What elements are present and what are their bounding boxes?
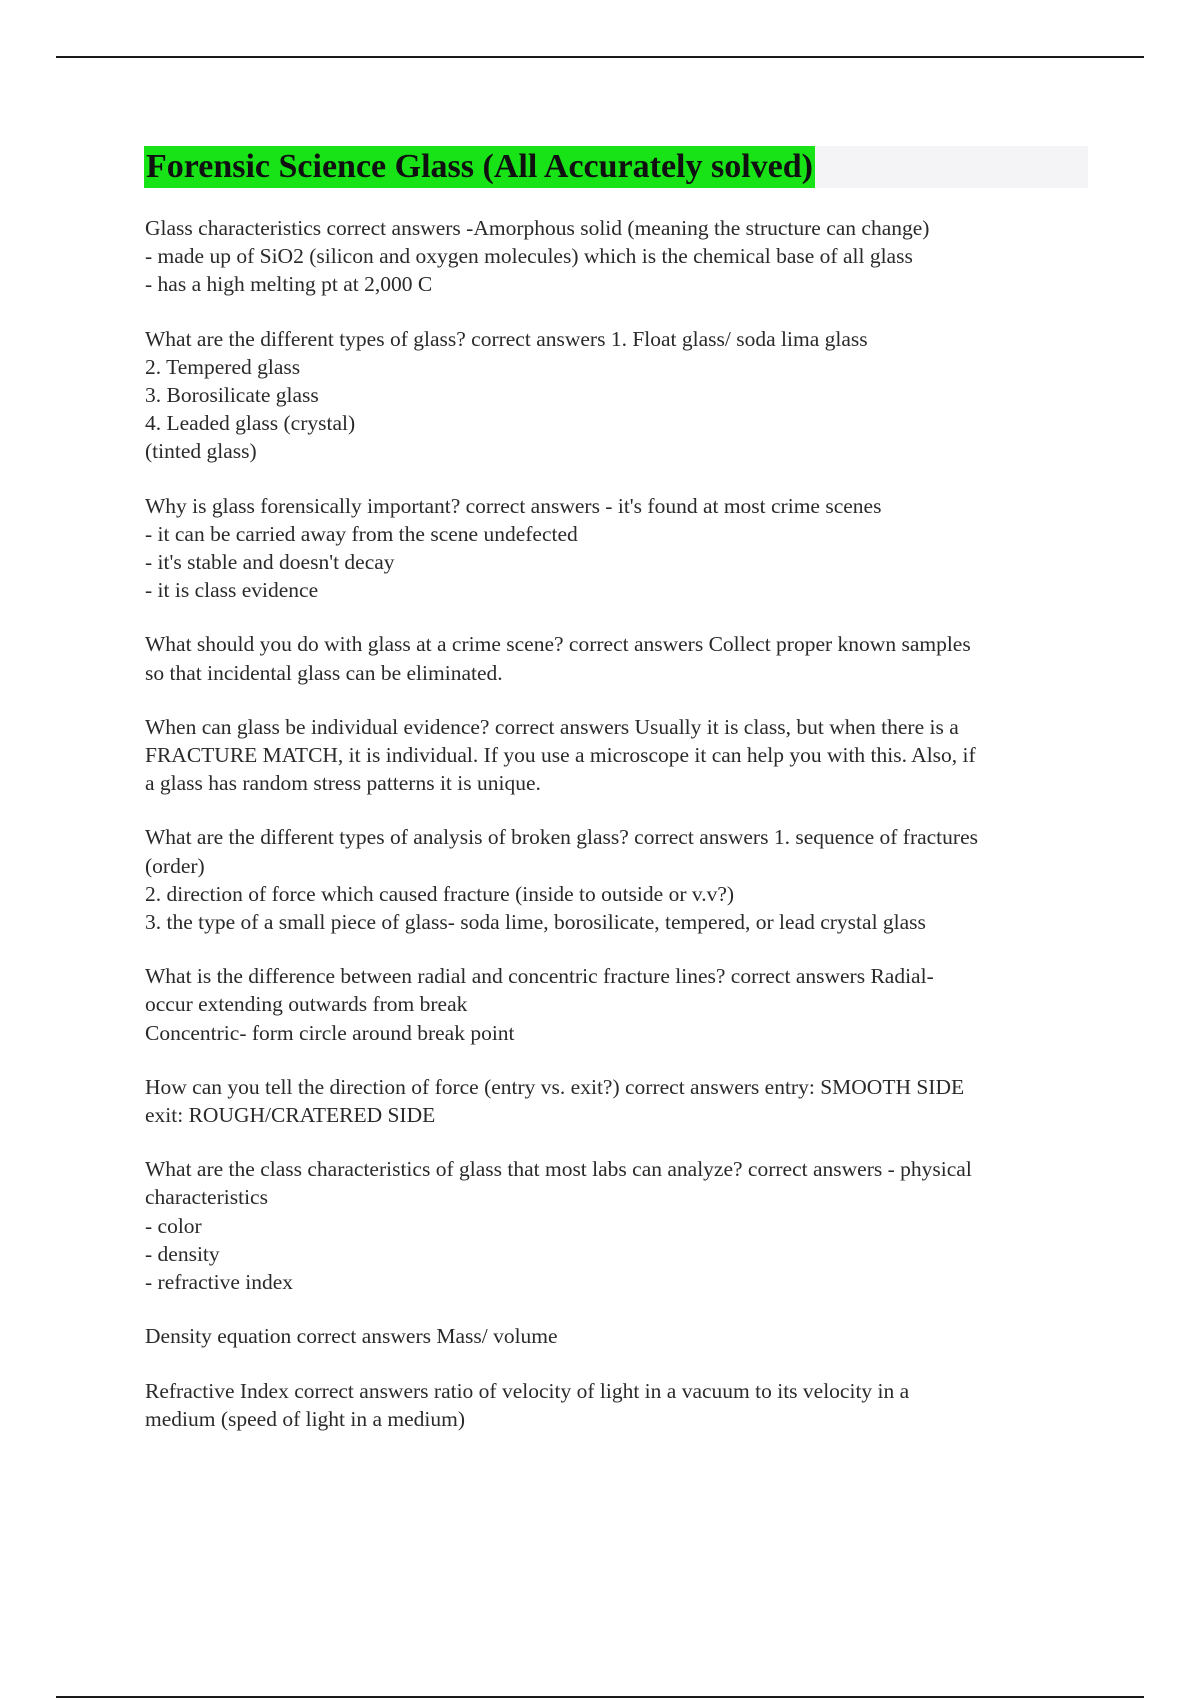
text-line: What are the different types of analysis of broken glass? correct answers 1. sequence of fractures bbox=[145, 825, 978, 850]
qa-entry bbox=[145, 492, 1095, 605]
text-line: Concentric- form circle around break point bbox=[145, 1020, 515, 1045]
text-line: Density equation correct answers Mass/ volume bbox=[145, 1324, 558, 1349]
text-line: What are the different types of glass? correct answers 1. Float glass/ soda lima glass bbox=[145, 326, 868, 351]
text-line: When can glass be individual evidence? correct answers Usually it is class, but when there is a bbox=[145, 714, 959, 739]
text-line: FRACTURE MATCH, it is individual. If you use a microscope it can help you with this. Also, if bbox=[145, 743, 976, 768]
qa-entry bbox=[145, 325, 1095, 466]
text-line: How can you tell the direction of force (entry vs. exit?) correct answers entry: SMOOTH SIDE bbox=[145, 1074, 965, 1099]
text-line: - density bbox=[145, 1241, 220, 1266]
text-line: characteristics bbox=[145, 1185, 268, 1210]
qa-entry bbox=[145, 962, 1095, 1047]
title-bar bbox=[144, 146, 1088, 188]
document-body bbox=[145, 214, 1095, 1459]
text-line: 2. direction of force which caused fracture (inside to outside or v.v?) bbox=[145, 881, 735, 906]
text-line: a glass has random stress patterns it is unique. bbox=[145, 771, 541, 796]
text-line: exit: ROUGH/CRATERED SIDE bbox=[145, 1103, 436, 1128]
text-line: - refractive index bbox=[145, 1270, 294, 1295]
text-line: - color bbox=[145, 1213, 202, 1238]
text-line: - it's stable and doesn't decay bbox=[145, 550, 395, 575]
text-line: Why is glass forensically important? correct answers - it's found at most crime scenes bbox=[145, 493, 882, 518]
text-line: What should you do with glass at a crime scene? correct answers Collect proper known samples bbox=[145, 632, 971, 657]
qa-entry bbox=[145, 1073, 1095, 1129]
qa-entry bbox=[145, 214, 1095, 299]
text-line: What is the difference between radial and concentric fracture lines? correct answers Radial- bbox=[145, 964, 934, 989]
text-line: - it can be carried away from the scene undefected bbox=[145, 521, 578, 546]
text-line: - made up of SiO2 (silicon and oxygen molecules) which is the chemical base of all glass bbox=[145, 244, 913, 269]
qa-entry bbox=[145, 1322, 1095, 1350]
text-line: Glass characteristics correct answers -Amorphous solid (meaning the structure can change) bbox=[145, 216, 930, 240]
document-title: Forensic Science Glass (All Accurately solved) bbox=[144, 146, 815, 188]
header-rule bbox=[56, 56, 1144, 58]
text-line: occur extending outwards from break bbox=[145, 992, 468, 1017]
qa-entry bbox=[145, 1155, 1095, 1296]
text-line: (order) bbox=[145, 853, 205, 878]
text-line: 3. the type of a small piece of glass- soda lime, borosilicate, tempered, or lead crystal glass bbox=[145, 910, 926, 935]
footer-rule bbox=[56, 1696, 1144, 1698]
text-line: What are the class characteristics of glass that most labs can analyze? correct answers - physical bbox=[145, 1157, 972, 1182]
text-line: so that incidental glass can be eliminated. bbox=[145, 660, 503, 685]
text-line: 2. Tempered glass bbox=[145, 354, 301, 379]
text-line: Refractive Index correct answers ratio of velocity of light in a vacuum to its velocity in a bbox=[145, 1378, 910, 1403]
qa-entry bbox=[145, 1377, 1095, 1433]
text-line: 3. Borosilicate glass bbox=[145, 383, 319, 408]
text-line: medium (speed of light in a medium) bbox=[145, 1406, 466, 1431]
qa-entry bbox=[145, 713, 1095, 798]
text-line: - has a high melting pt at 2,000 C bbox=[145, 272, 433, 297]
text-line: (tinted glass) bbox=[145, 439, 257, 464]
text-line: 4. Leaded glass (crystal) bbox=[145, 411, 356, 436]
qa-entry bbox=[145, 630, 1095, 686]
qa-entry bbox=[145, 823, 1095, 936]
text-line: - it is class evidence bbox=[145, 578, 319, 603]
